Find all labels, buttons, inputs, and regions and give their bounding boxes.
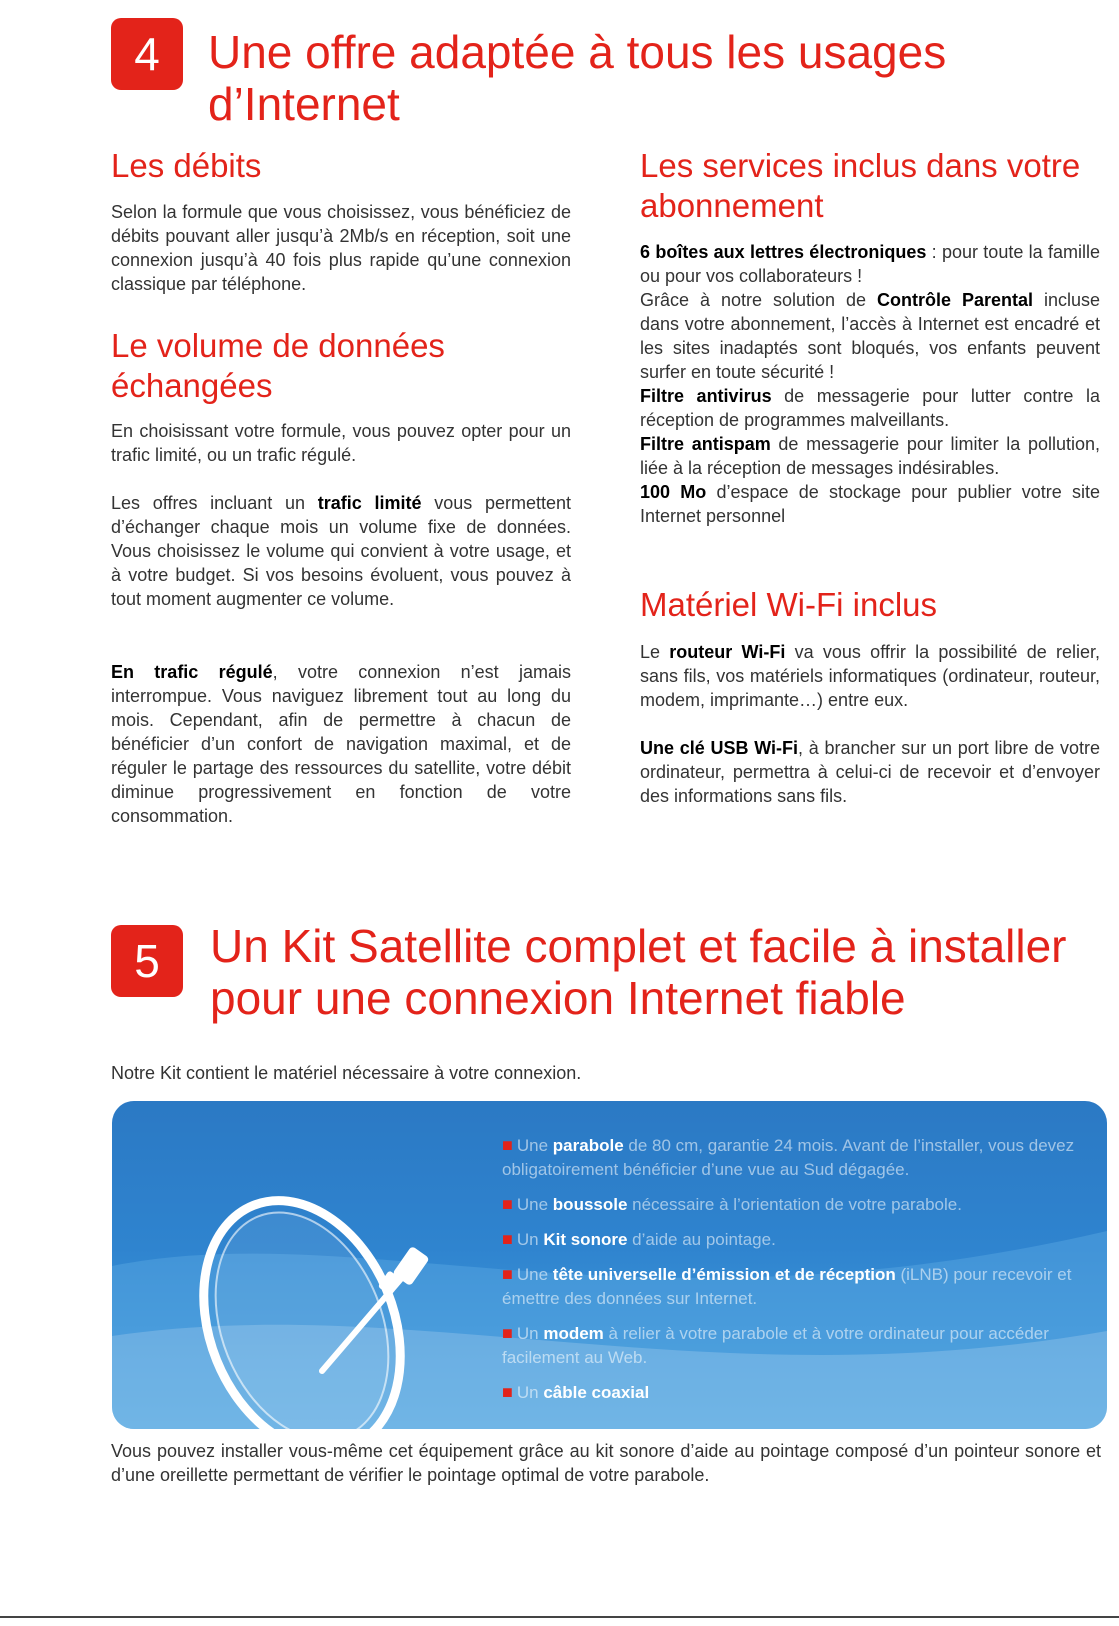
section-4-badge: 4 xyxy=(111,18,183,90)
kit-outro: Vous pouvez installer vous-même cet équipement grâce au kit sonore d’aide au pointage composé d’un pointeur sonore et d’une oreillette permettant de vérifier le pointage optimal de votre parabole. xyxy=(111,1441,1101,1485)
services-list xyxy=(640,240,1100,528)
volume-p2: Les offres incluant un trafic limité vous permettent d’échanger chaque mois un volume fixe de données. Vous choisissez le volume qui convient à votre usage, et à votre budget. Si vos besoins évoluent, vous pouvez à tout moment augmenter ce volume. xyxy=(111,493,571,609)
volume-p1: En choisissant votre formule, vous pouvez opter pour un trafic limité, ou un trafic régulé. xyxy=(111,421,571,465)
service-antispam: Filtre antispam de messagerie pour limiter la pollution, liée à la réception de messages indésirables. xyxy=(640,434,1100,478)
kit-item-cable: ■ Un câble coaxial xyxy=(502,1382,650,1402)
trafic-regule-bold: En trafic régulé xyxy=(111,662,273,682)
kit-items xyxy=(502,1133,1092,1415)
services-heading: Les services inclus dans votre abonnement xyxy=(640,147,1081,224)
service-antivirus: Filtre antivirus de messagerie pour lutter contre la réception de programmes malveillants. xyxy=(640,386,1100,430)
wifi-heading: Matériel Wi-Fi inclus xyxy=(640,586,938,623)
service-mailboxes: 6 boîtes aux lettres électroniques : pour toute la famille ou pour vos collaborateurs ! xyxy=(640,242,1100,286)
service-storage: 100 Mo d’espace de stockage pour publier votre site Internet personnel xyxy=(640,482,1100,526)
kit-item-modem: ■ Un modem à relier à votre parabole et à votre ordinateur pour accéder facilement au Web. xyxy=(502,1323,1049,1367)
wifi-p1: Le routeur Wi-Fi va vous offrir la possibilité de relier, sans fils, vos matériels informatiques (ordinateur, routeur, modem, imprimante…) entre eux. xyxy=(640,642,1100,710)
section-5-title: Un Kit Satellite complet et facile à installer pour une connexion Internet fiable xyxy=(210,920,1067,1024)
trafic-limite-bold: trafic limité xyxy=(317,493,422,513)
kit-panel xyxy=(112,1101,1107,1429)
kit-item-tete-universelle: ■ Une tête universelle d’émission et de réception (iLNB) pour recevoir et émettre des données sur Internet. xyxy=(502,1264,1072,1308)
section-5-badge: 5 xyxy=(111,925,183,997)
section-4-title: Une offre adaptée à tous les usages d’Internet xyxy=(208,26,947,130)
kit-item-boussole: ■ Une boussole nécessaire à l’orientation de votre parabole. xyxy=(502,1194,962,1214)
page-bottom-rule xyxy=(0,1616,1119,1618)
volume-p3: En trafic régulé, votre connexion n’est jamais interrompue. Vous naviguez librement tout au long du mois. Cependant, afin de permettre à chacun de bénéficier d’un confort de navigation maximal, et de réguler le partage des ressources du satellite, votre débit diminue progressivement en fonction de votre consommation. xyxy=(111,662,571,826)
kit-item-parabole: ■ Une parabole de 80 cm, garantie 24 mois. Avant de l’installer, vous devez obligatoirement bénéficier d’une vue au Sud dégagée. xyxy=(502,1135,1075,1179)
debits-text: Selon la formule que vous choisissez, vous bénéficiez de débits pouvant aller jusqu’à 2Mb/s en réception, soit une connexion jusqu’à 40 fois plus rapide qu’une connexion classique par téléphone. xyxy=(111,202,571,294)
service-parental-control: Grâce à notre solution de Contrôle Parental incluse dans votre abonnement, l’accès à Internet est encadré et les sites inadaptés sont bloqués, vos enfants peuvent surfer en toute sécurité ! xyxy=(640,290,1101,382)
volume-heading: Le volume de données échangées xyxy=(111,327,445,404)
wifi-p2: Une clé USB Wi-Fi, à brancher sur un port libre de votre ordinateur, permettra à celui-ci de recevoir et d’envoyer des informations sans fils. xyxy=(640,738,1101,806)
debits-heading: Les débits xyxy=(111,147,262,184)
kit-intro: Notre Kit contient le matériel nécessaire à votre connexion. xyxy=(111,1063,582,1083)
kit-item-kit-sonore: ■ Un Kit sonore d’aide au pointage. xyxy=(502,1229,776,1249)
